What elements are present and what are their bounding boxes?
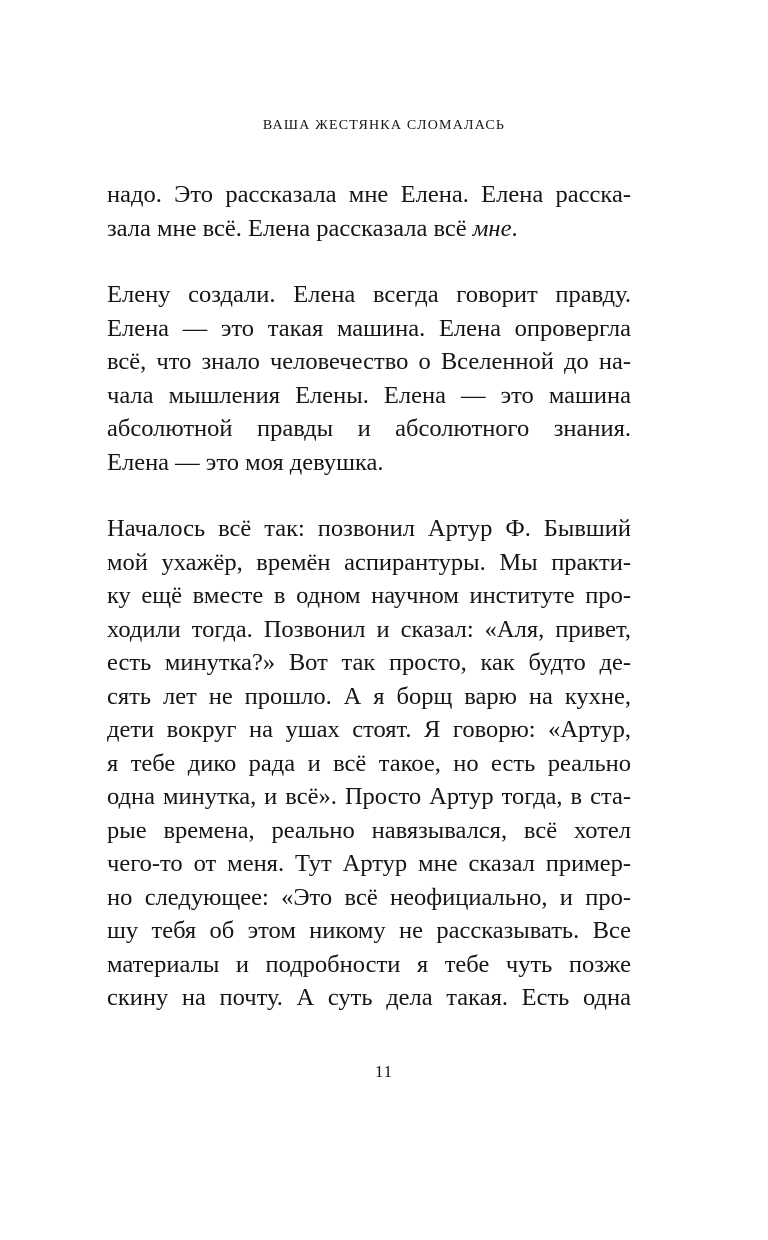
emphasis-text: мне [472,214,512,242]
text-line: есть минутка?» Вот так просто, как будто де- [107,649,631,676]
text-span: зала мне всё. Елена рассказала всё [107,214,473,242]
text-line: ходили тогда. Позвонил и сказал: «Аля, привет, [107,615,631,643]
text-line: скину на почту. А суть дела такая. Есть одна [107,984,631,1011]
text-line: рые времена, реально навязывался, всё хотел [107,816,631,844]
paragraph-3 [107,512,631,1015]
text-line: всё, что знало человечество о Вселенной до на- [107,348,631,375]
text-line: материалы и подробности я тебе чуть позже [107,950,631,978]
text-line: Началось всё так: позвонил Артур Ф. Бывший [107,515,631,542]
text-line: мой ухажёр, времён аспирантуры. Мы практи- [107,548,631,576]
text-line [107,212,631,246]
text-line: дети вокруг на ушах стоят. Я говорю: «Артур, [107,716,631,743]
text-span: . [511,214,518,242]
text-line: шу тебя об этом никому не рассказывать. Все [107,917,631,944]
text-line: но следующее: «Это всё неофициально, и про- [107,883,631,911]
text-line: Елена — это такая машина. Елена опровергла [107,314,631,342]
running-head: ВАША ЖЕСТЯНКА СЛОМАЛАСЬ [262,118,506,133]
text-line: чала мышления Елены. Елена — это машина [107,381,631,409]
text-line: чего-то от меня. Тут Артур мне сказал пример- [107,850,631,877]
text-line: сять лет не прошло. А я борщ варю на кухне, [107,682,631,710]
paragraph-2 [107,278,631,479]
text-line: Елену создали. Елена всегда говорит правду. [107,281,631,308]
paragraph-1 [107,178,631,245]
page-number: 11 [374,1062,394,1081]
text-line: я тебе дико рада и всё такое, но есть реально [107,749,631,777]
text-line: одна минутка, и всё». Просто Артур тогда, в ста- [107,783,631,810]
text-line: абсолютной правды и абсолютного знания. [107,415,631,442]
text-line: надо. Это рассказала мне Елена. Елена расска- [107,181,631,208]
text-line: Елена — это моя девушка. [107,448,384,476]
text-line: ку ещё вместе в одном научном институте про- [107,582,631,609]
